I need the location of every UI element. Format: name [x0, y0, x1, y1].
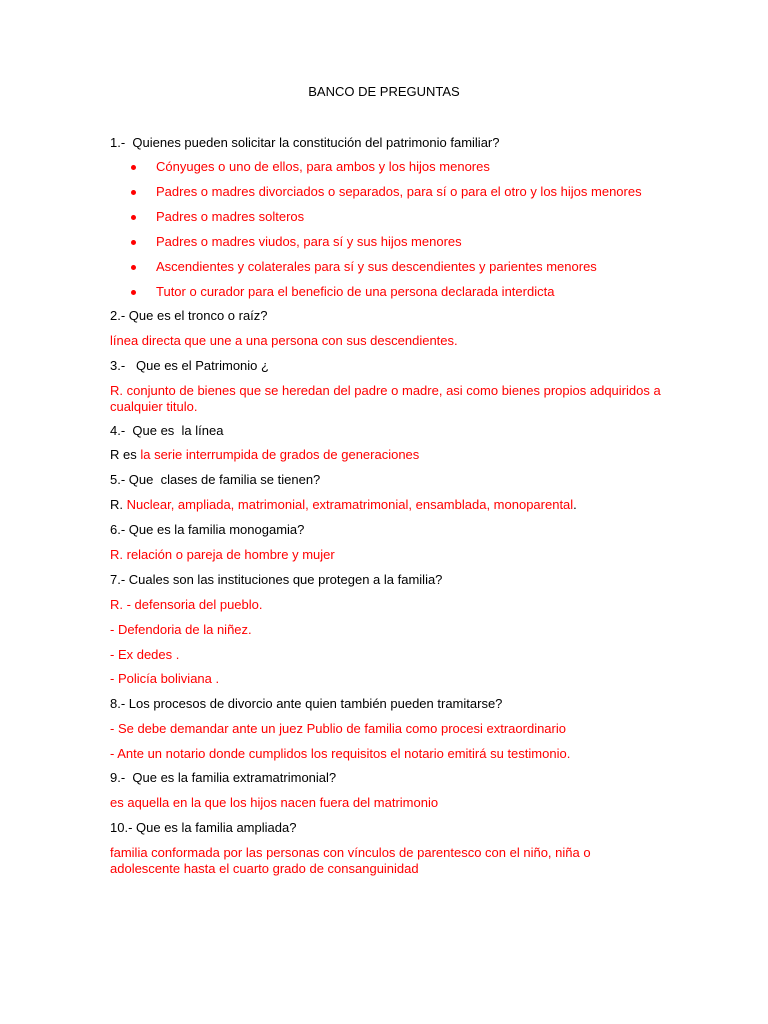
question-8: 8.- Los procesos de divorcio ante quien también pueden tramitarse?: [110, 696, 503, 711]
answer-5-prefix: R.: [110, 497, 127, 512]
document-title: BANCO DE PREGUNTAS: [308, 84, 460, 99]
answer-5: [110, 497, 670, 513]
answer-4-prefix: R es: [110, 447, 141, 462]
bullet-icon: [131, 265, 136, 270]
answer-5-suffix: .: [573, 497, 577, 512]
question-6: 6.- Que es la familia monogamia?: [110, 522, 305, 537]
answer-10: familia conformada por las personas con vínculos de parentesco con el niño, niña o adolescente hasta el cuarto grado de consanguinidad: [110, 845, 595, 876]
bullet-icon: [131, 240, 136, 245]
answer-6: R. relación o pareja de hombre y mujer: [110, 547, 335, 562]
question-9: 9.- Que es la familia extramatrimonial?: [110, 770, 337, 785]
answer-7-line-2: - Defendoria de la niñez.: [110, 622, 252, 637]
answer-7-line-4: - Policía boliviana .: [110, 671, 220, 686]
answer-7-line-3: - Ex dedes .: [110, 647, 180, 662]
answer-7-line-1: R. - defensoria del pueblo.: [110, 597, 263, 612]
bullet-icon: [131, 190, 136, 195]
question-4: 4.- Que es la línea: [110, 423, 224, 438]
question-2: 2.- Que es el tronco o raíz?: [110, 308, 268, 323]
answer-8-line-1: - Se debe demandar ante un juez Publio de familia como procesi extraordinario: [110, 721, 566, 736]
bullet-icon: [131, 165, 136, 170]
document-page: BANCO DE PREGUNTAS 1.- Quienes pueden solicitar la constitución del patrimonio familiar? Cónyuges o uno de ellos, para ambos y los hijos menores Padres o madres divorciados o separados, para sí o para el otro y los hijos menores Padres o madres solteros Padres o madres viudos, para sí y sus hijos menores Ascendientes y colaterales para sí y sus descendientes y parientes menores Tutor o curador para el beneficio de una persona declarada interdicta 2.- Que es el tronco o raíz? línea directa que une a una persona con sus descendientes. 3.- Que es el Patrimonio ¿ R. conjunto de bienes que se heredan del padre o madre, asi como bienes propios adquiridos a cualquier titulo. 4.- Que es la línea R es la serie interrumpida de grados de generaciones 5.- Que clases de familia se tienen? R. Nuclear, ampliada, matrimonial, extramatrimonial, ensamblada, monoparental. 6.- Que es la familia monogamia? R. relación o pareja de hombre y mujer 7.- Cuales son las instituciones que protegen a la familia? R. - defensoria del pueblo. - Defendoria de la niñez. - Ex dedes . - Policía boliviana . 8.- Los procesos de divorcio ante quien también pueden tramitarse? - Se debe demandar ante un juez Publio de familia como procesi extraordinario - Ante un notario donde cumplidos los requisitos el notario emitirá su testimonio. 9.- Que es la familia extramatrimonial? es aquella en la que los hijos nacen fuera del matrimonio 10.- Que es la familia ampliada? familia conformada por las personas con vínculos de parentesco con el niño, niña o adolescente hasta el cuarto grado de consanguinidad: [0, 0, 768, 1024]
answer-5-text: Nuclear, ampliada, matrimonial, extramatrimonial, ensamblada, monoparental: [126, 497, 574, 512]
answer-8-line-2: - Ante un notario donde cumplidos los requisitos el notario emitirá su testimonio.: [110, 746, 571, 761]
answer-2: línea directa que une a una persona con sus descendientes.: [110, 333, 458, 348]
question-5: 5.- Que clases de familia se tienen?: [110, 472, 321, 487]
answer-4-text: la serie interrumpida de grados de generaciones: [140, 447, 420, 462]
answer-3: R. conjunto de bienes que se heredan del padre o madre, asi como bienes propios adquiridos a cualquier titulo.: [110, 383, 665, 414]
bullet-icon: [131, 290, 136, 295]
bullet-icon: [131, 215, 136, 220]
question-7: 7.- Cuales son las instituciones que protegen a la familia?: [110, 572, 443, 587]
answer-9: es aquella en la que los hijos nacen fuera del matrimonio: [110, 795, 439, 810]
question-10: 10.- Que es la familia ampliada?: [110, 820, 297, 835]
question-3: 3.- Que es el Patrimonio ¿: [110, 358, 269, 373]
answer-4: [110, 447, 670, 463]
question-1: 1.- Quienes pueden solicitar la constitución del patrimonio familiar?: [110, 135, 500, 150]
